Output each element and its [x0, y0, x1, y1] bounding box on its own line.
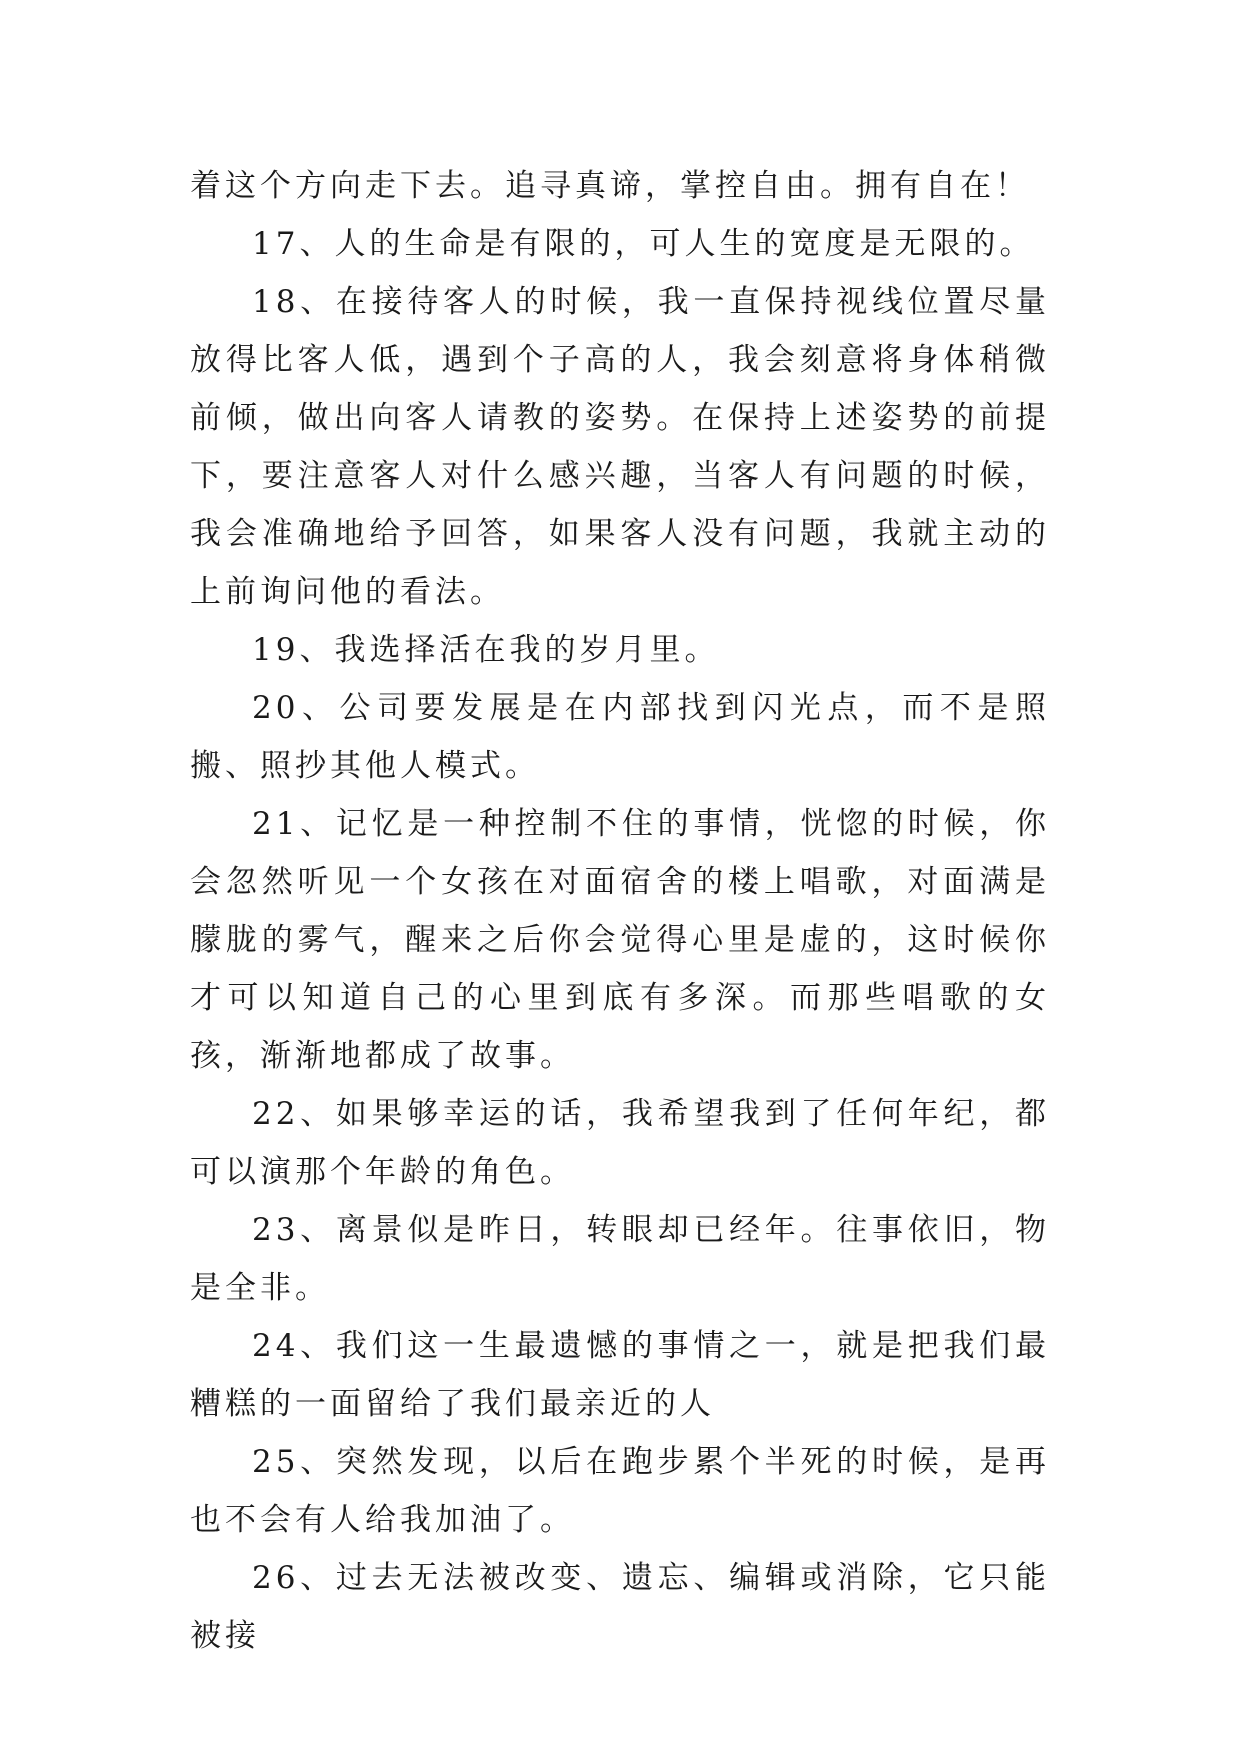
- paragraph-21: 21、记忆是一种控制不住的事情，恍惚的时候，你会忽然听见一个女孩在对面宿舍的楼上唱歌，对面满是朦胧的雾气，醒来之后你会觉得心里是虚的，这时候你才可以知道自己的心里到底有多深。而那些唱歌的女孩，渐渐地都成了故事。: [190, 806, 1050, 1074]
- paragraph-26: 26、过去无法被改变、遗忘、编辑或消除，它只能被接: [190, 1560, 1050, 1654]
- paragraph-continuation: 着这个方向走下去。追寻真谛，掌控自由。拥有自在！: [190, 168, 1030, 204]
- paragraph-19: 19、我选择活在我的岁月里。: [252, 632, 720, 668]
- paragraph-17: 17、人的生命是有限的，可人生的宽度是无限的。: [252, 226, 1035, 262]
- paragraph-20: 20、公司要发展是在内部找到闪光点，而不是照搬、照抄其他人模式。: [190, 690, 1050, 784]
- paragraph-23: 23、离景似是昨日，转眼却已经年。往事依旧，物是全非。: [190, 1212, 1050, 1306]
- document-body: [190, 157, 1050, 1665]
- paragraph-22: 22、如果够幸运的话，我希望我到了任何年纪，都可以演那个年龄的角色。: [190, 1096, 1050, 1190]
- paragraph-24: 24、我们这一生最遗憾的事情之一，就是把我们最糟糕的一面留给了我们最亲近的人: [190, 1328, 1050, 1422]
- paragraph-18: 18、在接待客人的时候，我一直保持视线位置尽量放得比客人低，遇到个子高的人，我会刻意将身体稍微前倾，做出向客人请教的姿势。在保持上述姿势的前提下，要注意客人对什么感兴趣，当客人有问题的时候，我会准确地给予回答，如果客人没有问题，我就主动的上前询问他的看法。: [190, 284, 1050, 610]
- paragraph-25: 25、突然发现，以后在跑步累个半死的时候，是再也不会有人给我加油了。: [190, 1444, 1050, 1538]
